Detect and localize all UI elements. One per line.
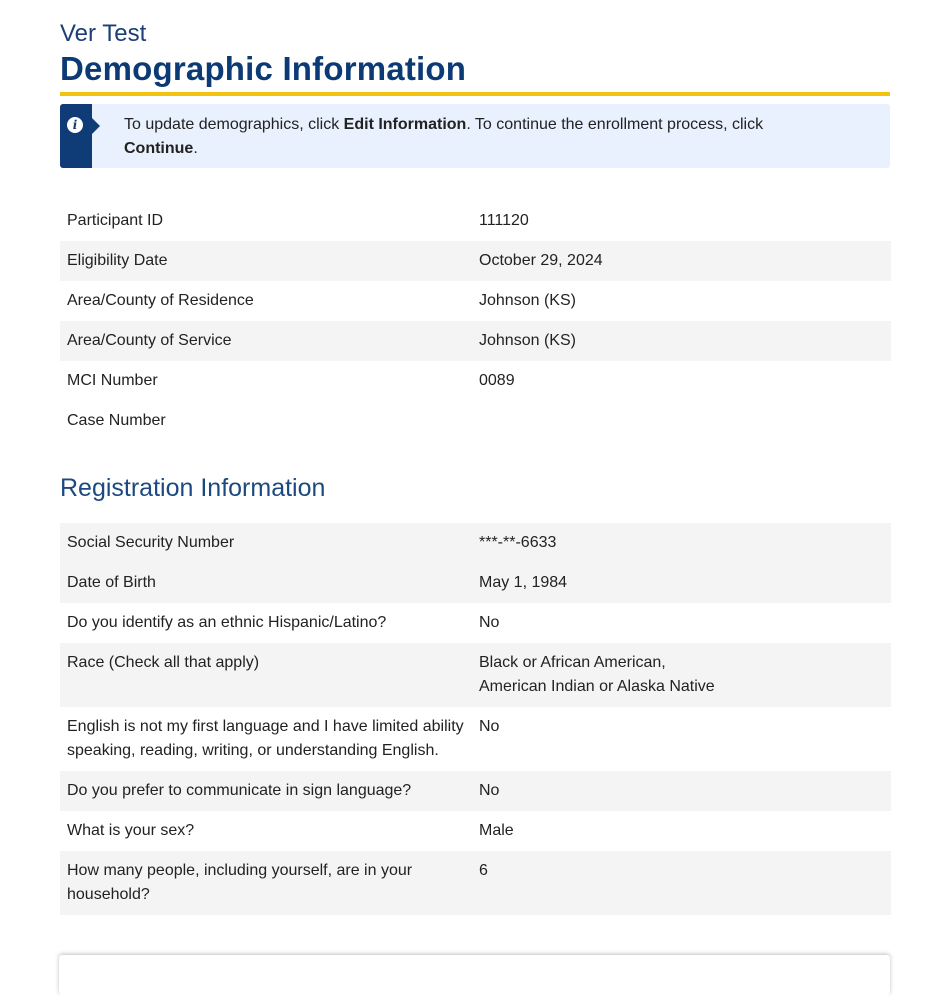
row-label: Date of Birth [67, 574, 156, 591]
table-row [60, 851, 891, 915]
alert-edit-label: Edit Information [343, 116, 467, 133]
table-row [60, 771, 891, 811]
row-label: Participant ID [67, 212, 164, 229]
row-value: No [479, 782, 500, 799]
row-label: What is your sex? [67, 822, 195, 839]
table-row [60, 563, 891, 603]
row-label: English is not my first language and I have limited ability speaking, reading, writing, or understanding English. [67, 718, 464, 759]
section-title-registration: Registration Information [60, 474, 326, 502]
alert-notch [92, 118, 100, 134]
sticky-action-bar [59, 955, 890, 995]
page-title: Demographic Information [60, 50, 467, 87]
row-value: Johnson (KS) [479, 292, 576, 309]
row-label: Race (Check all that apply) [67, 654, 260, 671]
alert-continue-label: Continue [124, 140, 194, 157]
race-value-line-1: Black or African American, [479, 654, 666, 671]
row-value: Johnson (KS) [479, 332, 576, 349]
table-row [60, 241, 891, 281]
table-row [60, 201, 891, 241]
alert-message [124, 113, 854, 161]
race-value-line-2: American Indian or Alaska Native [479, 678, 715, 695]
row-value: 6 [479, 862, 488, 879]
row-value: No [479, 718, 500, 735]
row-value [472, 401, 891, 441]
row-label: Do you prefer to communicate in sign language? [67, 782, 412, 799]
table-row [60, 707, 891, 771]
participant-table [60, 201, 891, 441]
table-row [60, 523, 891, 563]
row-label: Social Security Number [67, 534, 235, 551]
row-value: October 29, 2024 [479, 252, 603, 269]
table-row [60, 811, 891, 851]
row-value: ***-**-6633 [479, 534, 557, 551]
info-alert [60, 104, 890, 168]
row-label: MCI Number [67, 372, 158, 389]
row-label: How many people, including yourself, are in your household? [67, 862, 413, 903]
row-value: May 1, 1984 [479, 574, 568, 591]
row-label: Do you identify as an ethnic Hispanic/Latino? [67, 614, 387, 631]
table-row [60, 603, 891, 643]
participant-name: Ver Test [60, 20, 147, 47]
row-label: Case Number [67, 412, 166, 429]
row-value: Male [479, 822, 514, 839]
row-value: 111120 [479, 212, 529, 229]
row-value: 0089 [479, 372, 515, 389]
row-label: Area/County of Service [67, 332, 232, 349]
table-row [60, 321, 891, 361]
table-row [60, 281, 891, 321]
title-underline [60, 92, 890, 96]
table-row [60, 361, 891, 401]
row-value [472, 643, 891, 707]
table-row [60, 643, 891, 707]
row-label: Eligibility Date [67, 252, 168, 269]
info-icon: i [67, 117, 83, 133]
alert-text-before: To update demographics, click [124, 116, 344, 133]
row-value: No [479, 614, 500, 631]
alert-side-bar [60, 104, 92, 168]
alert-text-after: . [193, 140, 198, 157]
row-label: Area/County of Residence [67, 292, 254, 309]
alert-text-middle: . To continue the enrollment process, click [466, 116, 764, 133]
table-row [60, 401, 891, 441]
registration-table [60, 523, 891, 915]
